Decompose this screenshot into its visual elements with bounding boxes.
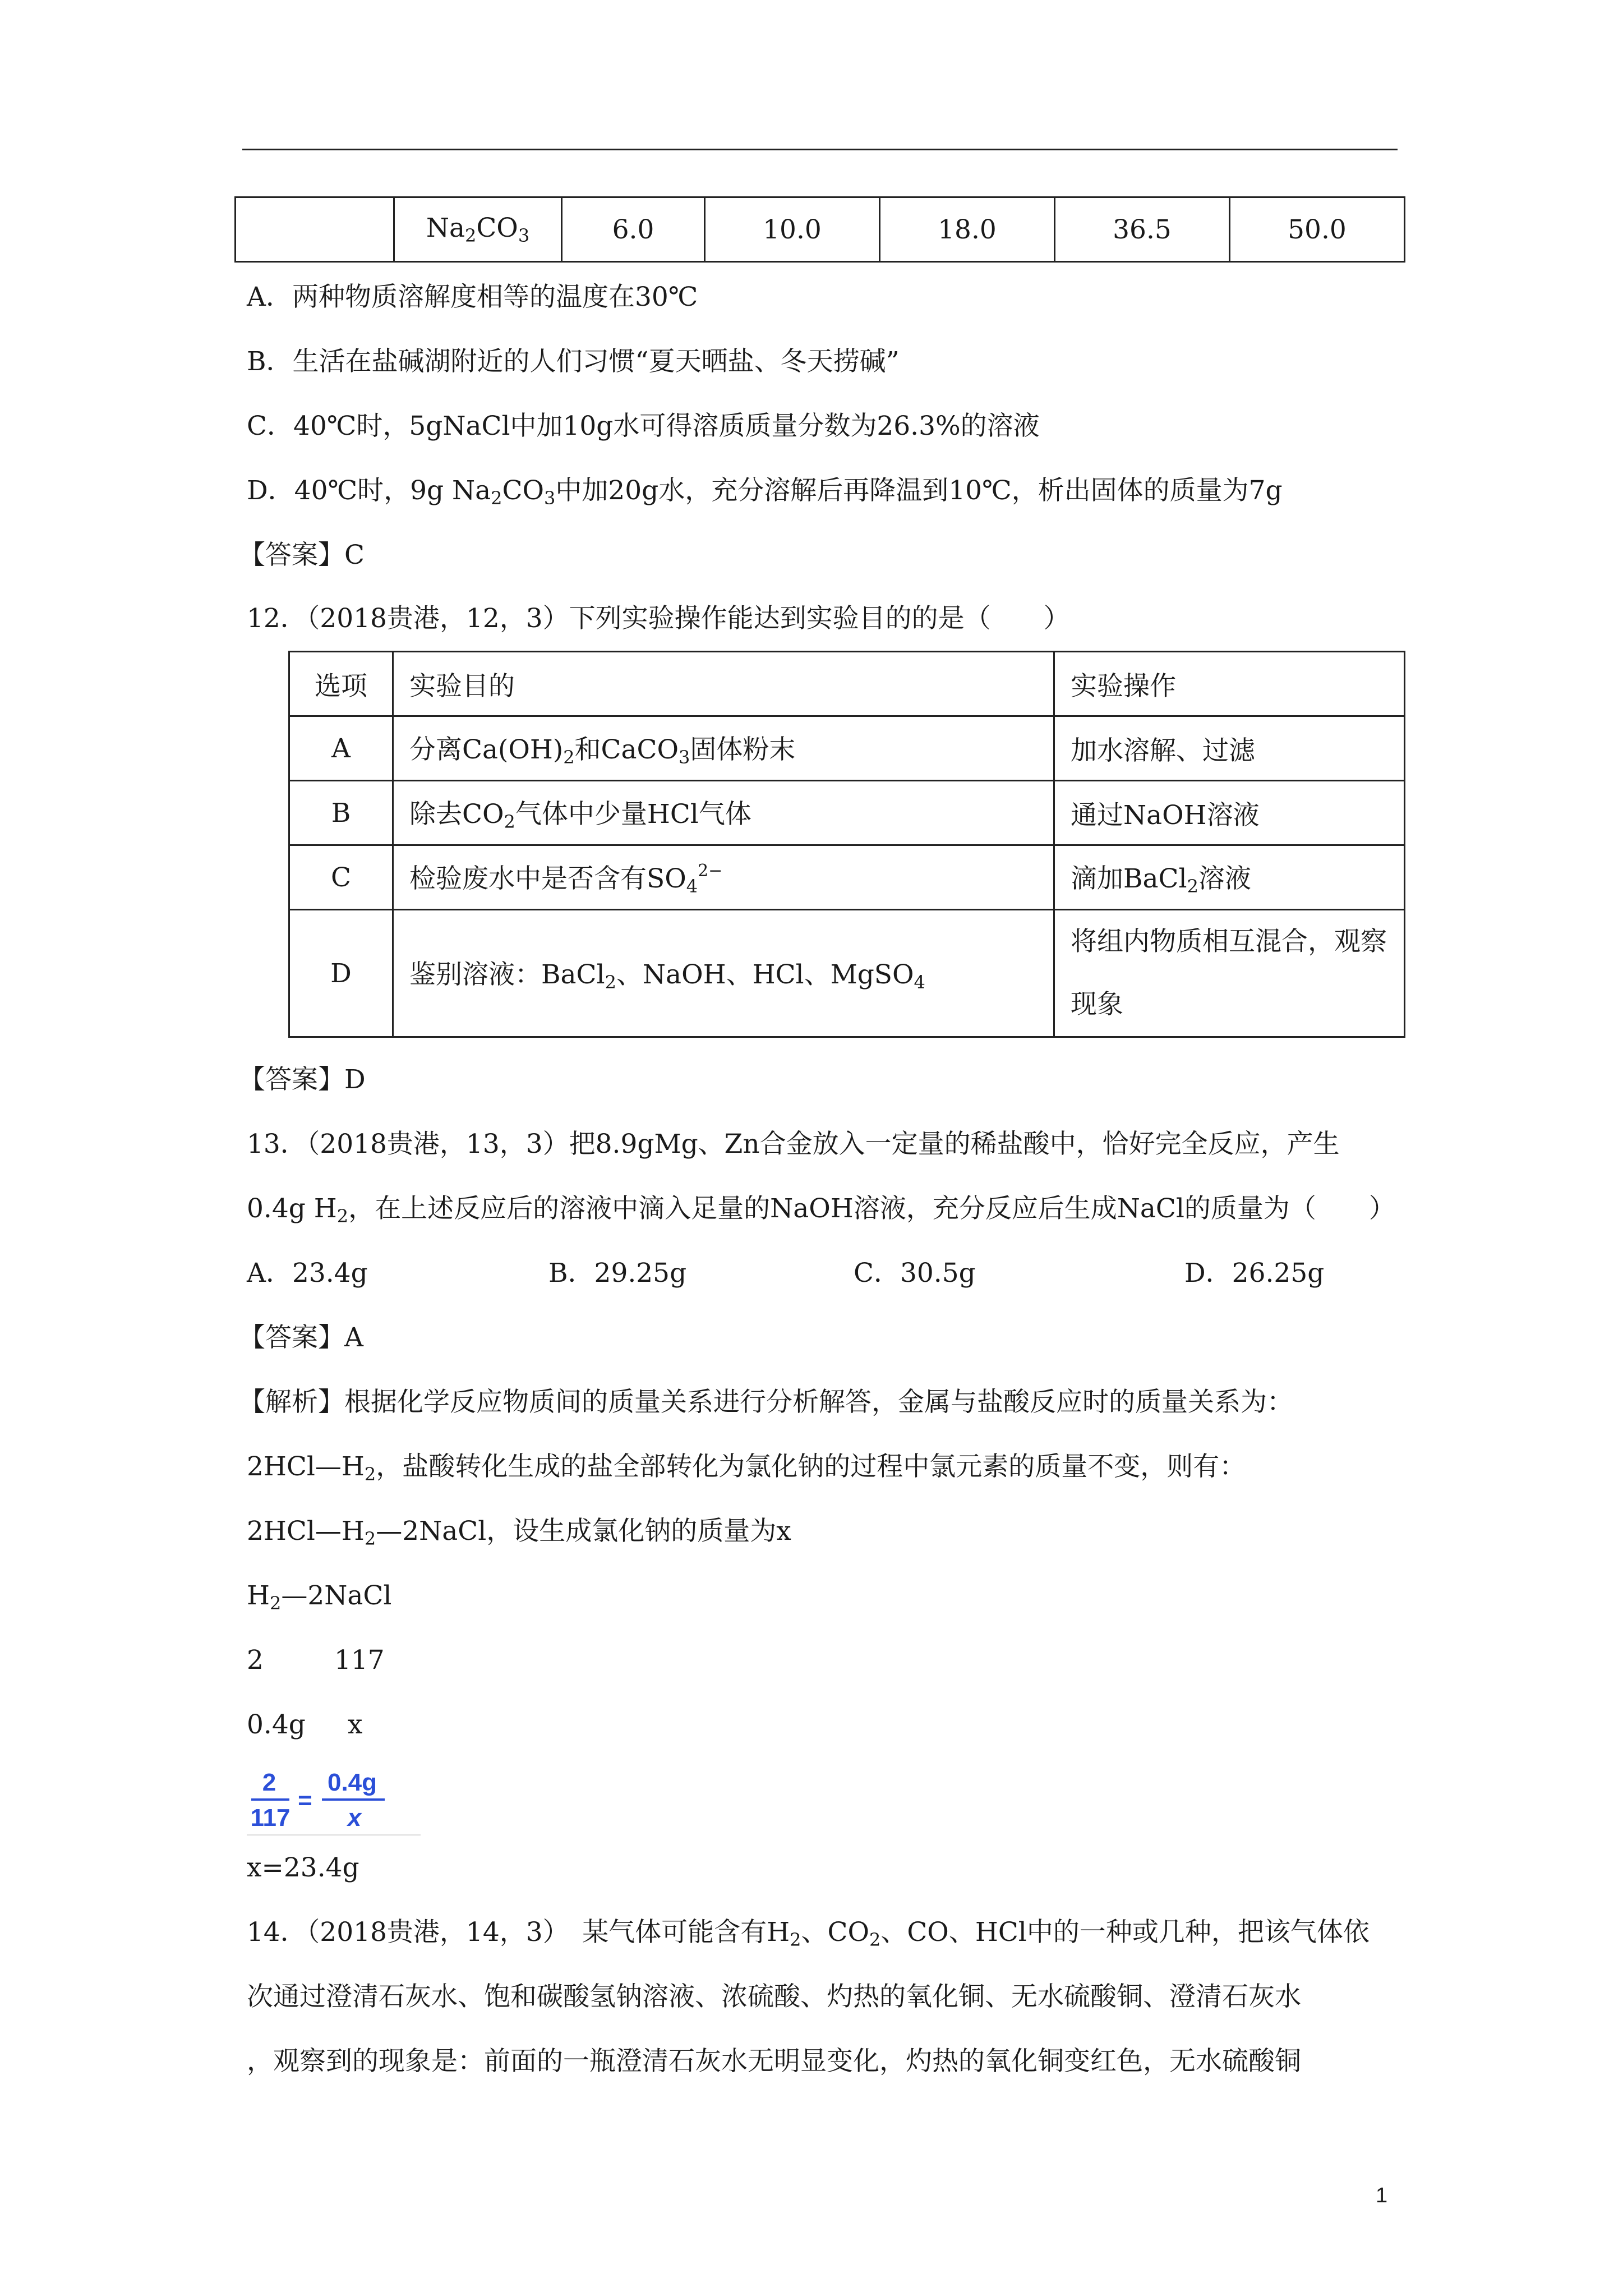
table-cell-substance: $Na_2CO_3$ [394,197,562,262]
right-denominator: x [347,1804,362,1832]
q14-line2: 次通过澄清石灰水、饱和碳酸氢钠溶液、浓硫酸、灼热的氧化铜、无水硫酸铜、澄清石灰水 [247,1981,1301,2012]
header-operation: 实验操作 [1054,652,1405,716]
table-row [289,716,1405,781]
q11-option-c: C．40℃时，5gNaCl中加10g水可得溶质质量分数为26.3%的溶液 [247,411,1040,441]
q13-analysis-line3: $2HCl—H_2—2NaCl$，设生成氯化钠的质量为x [247,1516,791,1549]
row-option: B [289,781,393,845]
header-option: 选项 [289,652,393,716]
row-option: C [289,845,393,910]
q14-line1: 14．（2018贵港，14，3） 某气体可能含有$H_2$、$CO_2$、CO、HCl中的一种或几种，把该气体依 [247,1917,1370,1950]
row-option: D [289,910,393,1037]
q13-calc-line1: $H_2—2NaCl$ [247,1580,392,1614]
experiment-table [288,651,1405,1038]
q14-line3: ，观察到的现象是：前面的一瓶澄清石灰水无明显变化，灼热的氧化铜变红色，无水硫酸铜 [247,2046,1301,2077]
q12-answer: 【答案】D [239,1064,366,1095]
q11-answer: 【答案】C [239,540,365,570]
table-cell-value: 36.5 [1054,197,1229,262]
table-header-row [289,652,1405,716]
table-row [289,845,1405,910]
header-purpose: 实验目的 [393,652,1054,716]
right-numerator: 0.4g [327,1769,377,1796]
row-purpose: 除去$CO_2$气体中少量HCl气体 [393,781,1054,845]
q11-option-a: A．两种物质溶解度相等的温度在30℃ [247,282,698,312]
row-operation: 将组内物质相互混合，观察 现象 [1054,910,1405,1037]
table-row [289,910,1405,1037]
row-purpose: 检验废水中是否含有$SO_4^{2-}$ [393,845,1054,910]
q12-stem: 12．（2018贵港，12，3）下列实验操作能达到实验目的的是（ ） [247,603,1070,634]
row-option: A [289,716,393,781]
table-cell-value: 18.0 [879,197,1054,262]
header-rule [242,149,1398,150]
table-cell-label [236,197,394,262]
q13-stem-line2: 0.4g $H_2$，在上述反应后的溶液中滴入足量的NaOH溶液，充分反应后生成NaCl的质量为（ ） [247,1193,1395,1227]
table-cell-value: 6.0 [562,197,705,262]
left-denominator: 117 [250,1804,291,1832]
q13-answer: 【答案】A [239,1322,363,1353]
equals-sign: = [298,1787,312,1814]
row-operation: 通过NaOH溶液 [1054,781,1405,845]
q13-choice-b: B．29.25g [548,1258,687,1289]
q11-option-b: B．生活在盐碱湖附近的人们习惯“夏天晒盐、冬天捞碱” [247,346,900,377]
q13-analysis-line2: $2HCl—H_2$，盐酸转化生成的盐全部转化为氯化钠的过程中氯元素的质量不变，则有： [247,1451,1246,1485]
table-row [289,781,1405,845]
q13-calc-line2-b: 117 [334,1645,385,1676]
q13-calc-line2-a: 2 [247,1645,264,1676]
row-operation: 加水溶解、过滤 [1054,716,1405,781]
table-cell-value: 50.0 [1229,197,1404,262]
q13-calc-line3-b: x [348,1709,363,1740]
left-numerator: 2 [262,1769,276,1796]
page-number: 1 [1376,2184,1388,2207]
q13-stem-line1: 13．（2018贵港，13，3）把8.9gMg、Zn合金放入一定量的稀盐酸中，恰好完全反应，产生 [247,1129,1340,1159]
q13-choice-d: D．26.25g [1184,1258,1325,1289]
q13-result: x=23.4g [247,1852,359,1883]
q11-option-d: D．40℃时，9g $Na_2CO_3$中加20g水，充分溶解后再降温到10℃，析出固体的质量为7g [247,475,1283,509]
q13-choice-a: A．23.4g [247,1258,368,1289]
q13-calc-line3-a: 0.4g [247,1709,306,1740]
table-row [236,197,1405,262]
row-purpose: 鉴别溶液：BaCl$_2$、NaOH、HCl、MgSO$_4$ [393,910,1054,1037]
row-operation: 滴加BaCl$_2$溶液 [1054,845,1405,910]
q13-analysis-line1: 【解析】根据化学反应物质间的质量关系进行分析解答，金属与盐酸反应时的质量关系为： [239,1387,1293,1418]
solubility-table [234,196,1405,263]
fraction-equation [247,1767,421,1837]
row-purpose: 分离$Ca(OH)_2$和CaCO$_3$固体粉末 [393,716,1054,781]
q13-choice-c: C．30.5g [854,1258,976,1289]
table-cell-value: 10.0 [704,197,879,262]
